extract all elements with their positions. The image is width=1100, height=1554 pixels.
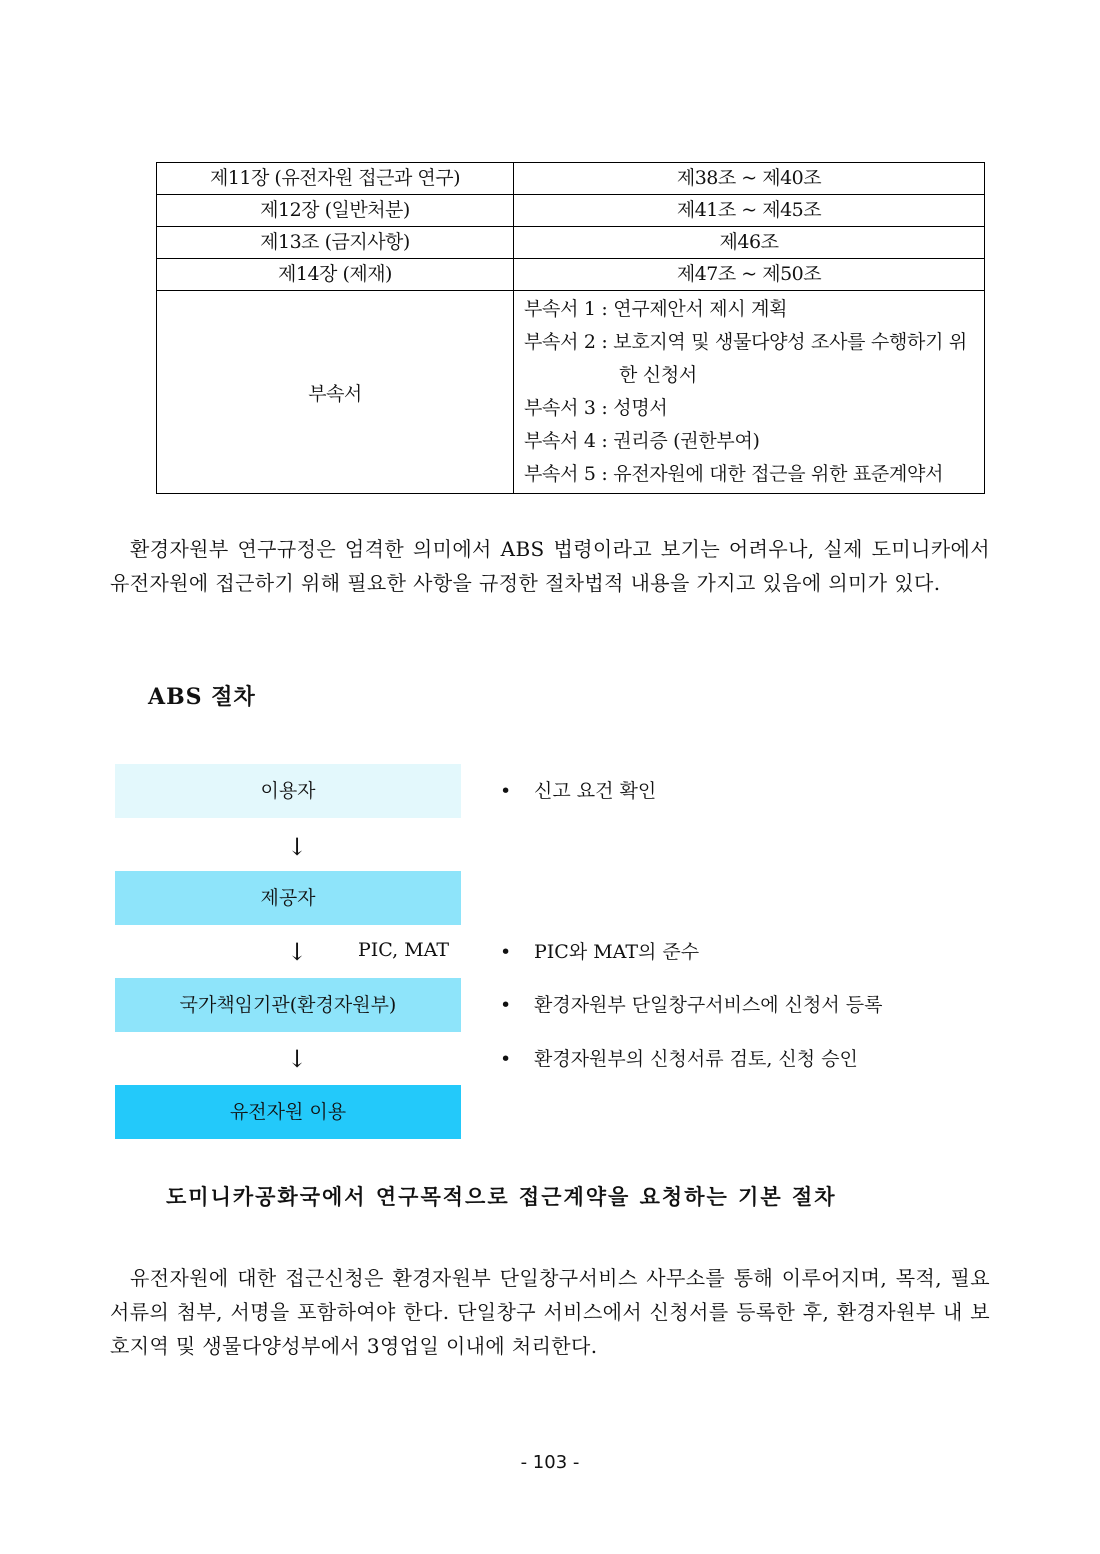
- pic-mat-label: PIC, MAT: [358, 939, 450, 961]
- table-row: [157, 163, 985, 195]
- table-row: [157, 195, 985, 227]
- articles-cell: 제47조 ~ 제50조: [514, 259, 985, 291]
- flow-box-provider: 제공자: [115, 871, 461, 925]
- bullet-icon: •: [500, 941, 512, 963]
- table-row-annex: [157, 291, 985, 494]
- flow-note-text: 환경자원부의 신청서류 검토, 신청 승인: [534, 1048, 858, 1070]
- flow-box-resource-use: 유전자원 이용: [115, 1085, 461, 1139]
- flow-note: [500, 990, 883, 1020]
- table-row: [157, 259, 985, 291]
- annex-list-cell: [514, 291, 985, 494]
- articles-cell: 제46조: [514, 227, 985, 259]
- page-number: - 103 -: [520, 1452, 580, 1473]
- abs-procedure-heading: ABS 절차: [148, 684, 256, 710]
- flow-note-text: PIC와 MAT의 준수: [534, 941, 700, 963]
- annex-item: 부속서 2 : 보호지역 및 생물다양성 조사를 수행하기 위: [524, 331, 967, 353]
- arrow-down-icon: ↓: [286, 938, 308, 966]
- flow-box-national-authority: 국가책임기관(환경자원부): [115, 978, 461, 1032]
- law-structure-table: [156, 162, 985, 494]
- paragraph-research-regulation: 환경자원부 연구규정은 엄격한 의미에서 ABS 법령이라고 보기는 어려우나, 실제 도미니카에서 유전자원에 접근하기 위해 필요한 사항을 규정한 절차법적 내용을 가지고 있음에 의미가 있다.: [110, 537, 990, 595]
- articles-cell: 제41조 ~ 제45조: [514, 195, 985, 227]
- flow-note: [500, 937, 699, 967]
- annex-label-cell: 부속서: [157, 291, 514, 494]
- annex-item-continuation: 한 신청서: [619, 364, 697, 386]
- arrow-down-icon: ↓: [286, 833, 308, 861]
- annex-item: 부속서 3 : 성명서: [524, 397, 668, 419]
- bullet-icon: •: [500, 1048, 512, 1070]
- bullet-icon: •: [500, 780, 512, 802]
- flow-note-text: 환경자원부 단일창구서비스에 신청서 등록: [534, 994, 883, 1016]
- chapter-cell: 제11장 (유전자원 접근과 연구): [157, 163, 514, 195]
- flow-box-user: 이용자: [115, 764, 461, 818]
- flow-note: [500, 776, 656, 806]
- table-row: [157, 227, 985, 259]
- annex-item: 부속서 1 : 연구제안서 제시 계획: [524, 298, 788, 320]
- annex-item: 부속서 5 : 유전자원에 대한 접근을 위한 표준계약서: [524, 463, 944, 485]
- chapter-cell: 제12장 (일반처분): [157, 195, 514, 227]
- annex-list: [514, 291, 984, 493]
- flow-note: [500, 1044, 858, 1074]
- diagram-caption: 도미니카공화국에서 연구목적으로 접근계약을 요청하는 기본 절차: [166, 1184, 837, 1209]
- chapter-cell: 제13조 (금지사항): [157, 227, 514, 259]
- chapter-cell: 제14장 (제재): [157, 259, 514, 291]
- arrow-down-icon: ↓: [286, 1045, 308, 1073]
- paragraph-access-application: 유전자원에 대한 접근신청은 환경자원부 단일창구서비스 사무소를 통해 이루어지며, 목적, 필요서류의 첨부, 서명을 포함하여야 한다. 단일창구 서비스에서 신청서를 등록한 후, 환경자원부 내 보호지역 및 생물다양성부에서 3영업일 이내에 처리한다.: [110, 1266, 990, 1358]
- annex-item: 부속서 4 : 권리증 (권한부여): [524, 430, 760, 452]
- bullet-icon: •: [500, 994, 512, 1016]
- flow-note-text: 신고 요건 확인: [534, 780, 657, 802]
- articles-cell: 제38조 ~ 제40조: [514, 163, 985, 195]
